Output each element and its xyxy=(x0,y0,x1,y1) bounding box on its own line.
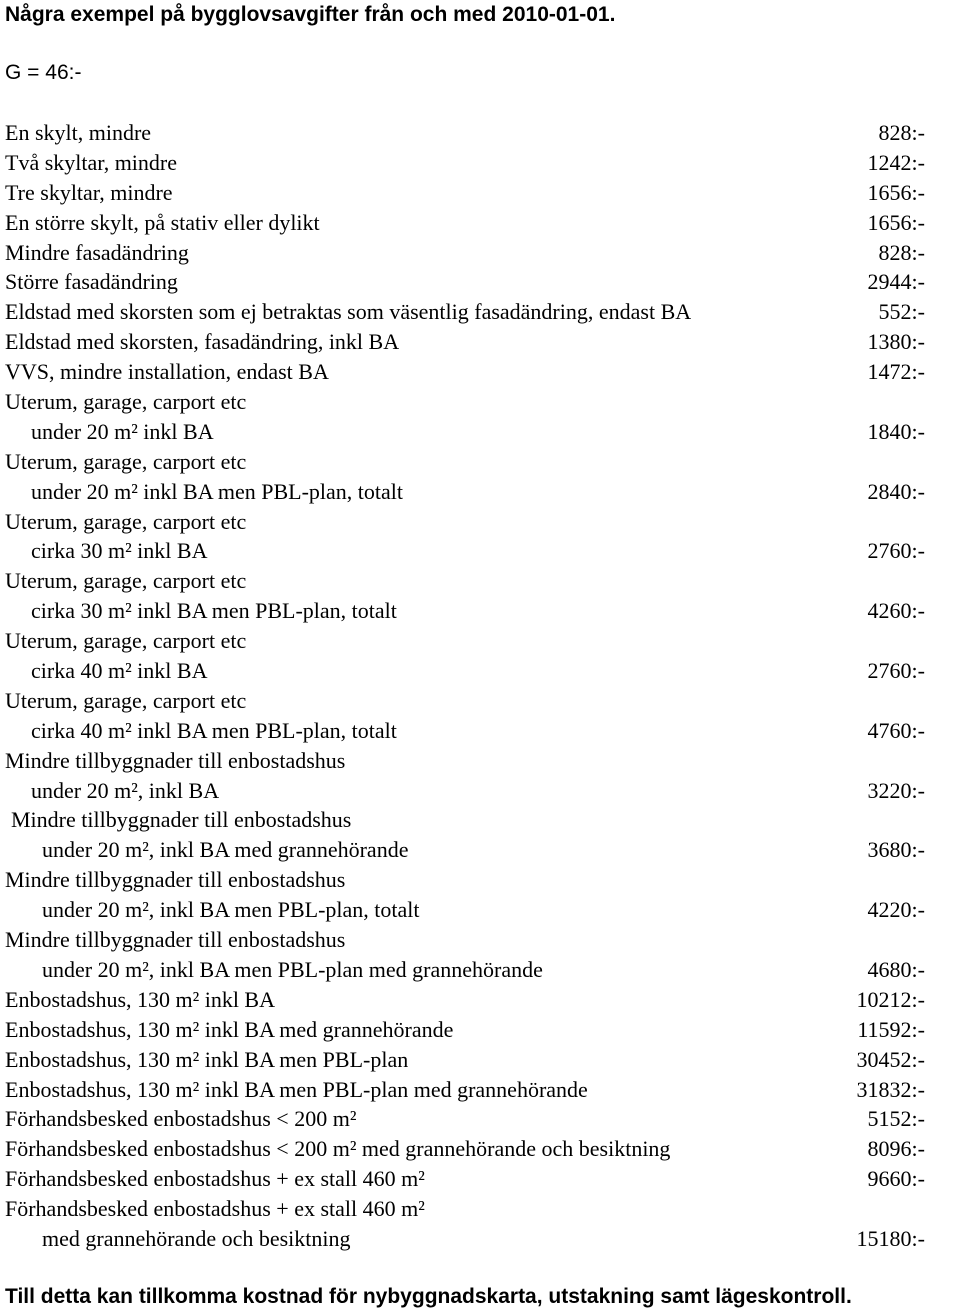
list-item xyxy=(5,746,925,776)
list-item xyxy=(5,507,925,537)
list-item xyxy=(5,357,925,387)
fee-label: Uterum, garage, carport etc xyxy=(5,687,247,713)
list-item xyxy=(5,477,925,507)
fee-label: cirka 30 m² inkl BA xyxy=(31,538,208,564)
fee-amount: 2760:- xyxy=(867,658,925,684)
list-item xyxy=(5,805,925,835)
fee-label: Förhandsbesked enbostadshus + ex stall 460 m² xyxy=(5,1196,425,1222)
list-item xyxy=(5,1164,925,1194)
fee-amount: 2760:- xyxy=(867,538,925,564)
fee-label: Förhandsbesked enbostadshus < 200 m² med grannehörande och besiktning xyxy=(5,1136,671,1162)
fee-label: Uterum, garage, carport etc xyxy=(5,448,247,474)
list-item xyxy=(5,536,925,566)
fee-amount: 9660:- xyxy=(867,1166,925,1192)
fee-label: Förhandsbesked enbostadshus < 200 m² xyxy=(5,1106,357,1132)
list-item xyxy=(5,835,925,865)
fee-amount: 10212:- xyxy=(856,986,925,1012)
fee-label: Uterum, garage, carport etc xyxy=(5,568,247,594)
list-item xyxy=(5,118,925,148)
list-item xyxy=(5,1194,925,1224)
base-amount: G = 46:- xyxy=(5,61,82,84)
fee-amount: 2944:- xyxy=(867,269,925,295)
fee-label: Större fasadändring xyxy=(5,269,178,295)
list-item xyxy=(5,148,925,178)
fee-amount: 1472:- xyxy=(867,359,925,385)
list-item xyxy=(5,566,925,596)
list-item xyxy=(5,327,925,357)
fee-label: cirka 30 m² inkl BA men PBL-plan, totalt xyxy=(31,598,397,624)
list-item xyxy=(5,895,925,925)
fee-amount: 2840:- xyxy=(867,478,925,504)
list-item xyxy=(5,1104,925,1134)
fee-amount: 4260:- xyxy=(867,598,925,624)
fee-label: Tre skyltar, mindre xyxy=(5,179,173,205)
fee-amount: 15180:- xyxy=(856,1225,925,1251)
fee-amount: 4680:- xyxy=(867,956,925,982)
fee-label: Uterum, garage, carport etc xyxy=(5,508,247,534)
fee-label: cirka 40 m² inkl BA men PBL-plan, totalt xyxy=(31,717,397,743)
fee-amount: 1380:- xyxy=(867,329,925,355)
fee-amount: 31832:- xyxy=(856,1076,925,1102)
fee-amount: 552:- xyxy=(878,299,925,325)
fee-label: Enbostadshus, 130 m² inkl BA xyxy=(5,986,275,1012)
list-item xyxy=(5,1045,925,1075)
list-item xyxy=(5,208,925,238)
fee-label: Enbostadshus, 130 m² inkl BA med grannehörande xyxy=(5,1016,454,1042)
fee-label: Eldstad med skorsten, fasadändring, inkl BA xyxy=(5,329,400,355)
fee-amount: 828:- xyxy=(878,239,925,265)
list-item xyxy=(5,925,925,955)
footer-note: Till detta kan tillkomma kostnad för nybyggnadskarta, utstakning samt lägeskontroll. xyxy=(5,1285,852,1308)
fee-label: under 20 m², inkl BA men PBL-plan, totalt xyxy=(42,897,420,923)
page-title: Några exempel på bygglovsavgifter från och med 2010-01-01. xyxy=(5,3,616,26)
fee-label: Två skyltar, mindre xyxy=(5,149,178,175)
fee-amount: 4760:- xyxy=(867,717,925,743)
list-item xyxy=(5,865,925,895)
fee-label: En större skylt, på stativ eller dylikt xyxy=(5,209,320,235)
list-item xyxy=(5,238,925,268)
list-item xyxy=(5,596,925,626)
fee-amount: 1840:- xyxy=(867,418,925,444)
list-item xyxy=(5,178,925,208)
list-item xyxy=(5,1134,925,1164)
fee-list xyxy=(5,118,925,1254)
fee-amount: 1656:- xyxy=(867,209,925,235)
fee-label: under 20 m², inkl BA med grannehörande xyxy=(42,837,409,863)
fee-label: cirka 40 m² inkl BA xyxy=(31,658,208,684)
fee-label: VVS, mindre installation, endast BA xyxy=(5,359,329,385)
fee-amount: 30452:- xyxy=(856,1046,925,1072)
list-item xyxy=(5,626,925,656)
fee-amount: 3680:- xyxy=(867,837,925,863)
fee-label: Mindre tillbyggnader till enbostadshus xyxy=(5,927,346,953)
fee-amount: 3220:- xyxy=(867,777,925,803)
fee-label: under 20 m², inkl BA men PBL-plan med grannehörande xyxy=(42,956,543,982)
list-item xyxy=(5,656,925,686)
list-item xyxy=(5,297,925,327)
fee-amount: 8096:- xyxy=(867,1136,925,1162)
fee-label: Mindre tillbyggnader till enbostadshus xyxy=(11,807,352,833)
fee-label: Uterum, garage, carport etc xyxy=(5,628,247,654)
fee-label: Förhandsbesked enbostadshus + ex stall 460 m² xyxy=(5,1166,425,1192)
fee-label: Enbostadshus, 130 m² inkl BA men PBL-plan xyxy=(5,1046,409,1072)
list-item xyxy=(5,686,925,716)
fee-amount: 828:- xyxy=(878,120,925,145)
list-item xyxy=(5,267,925,297)
list-item xyxy=(5,417,925,447)
fee-label: Mindre tillbyggnader till enbostadshus xyxy=(5,747,346,773)
fee-label: En skylt, mindre xyxy=(5,120,152,145)
fee-label: Mindre fasadändring xyxy=(5,239,189,265)
fee-amount: 4220:- xyxy=(867,897,925,923)
fee-label: under 20 m², inkl BA xyxy=(31,777,220,803)
fee-label: Eldstad med skorsten som ej betraktas som väsentlig fasadändring, endast BA xyxy=(5,299,692,325)
list-item xyxy=(5,387,925,417)
list-item xyxy=(5,776,925,806)
list-item xyxy=(5,716,925,746)
fee-label: Mindre tillbyggnader till enbostadshus xyxy=(5,867,346,893)
fee-amount: 5152:- xyxy=(867,1106,925,1132)
fee-label: Uterum, garage, carport etc xyxy=(5,389,247,415)
list-item xyxy=(5,985,925,1015)
fee-amount: 1242:- xyxy=(867,149,925,175)
fee-label: under 20 m² inkl BA men PBL-plan, totalt xyxy=(31,478,404,504)
fee-label: under 20 m² inkl BA xyxy=(31,418,214,444)
list-item xyxy=(5,1075,925,1105)
fee-label: Enbostadshus, 130 m² inkl BA men PBL-plan med grannehörande xyxy=(5,1076,588,1102)
fee-label: med grannehörande och besiktning xyxy=(42,1225,351,1251)
fee-amount: 11592:- xyxy=(857,1016,925,1042)
list-item xyxy=(5,1224,925,1254)
fee-amount: 1656:- xyxy=(867,179,925,205)
list-item xyxy=(5,955,925,985)
list-item xyxy=(5,1015,925,1045)
list-item xyxy=(5,447,925,477)
